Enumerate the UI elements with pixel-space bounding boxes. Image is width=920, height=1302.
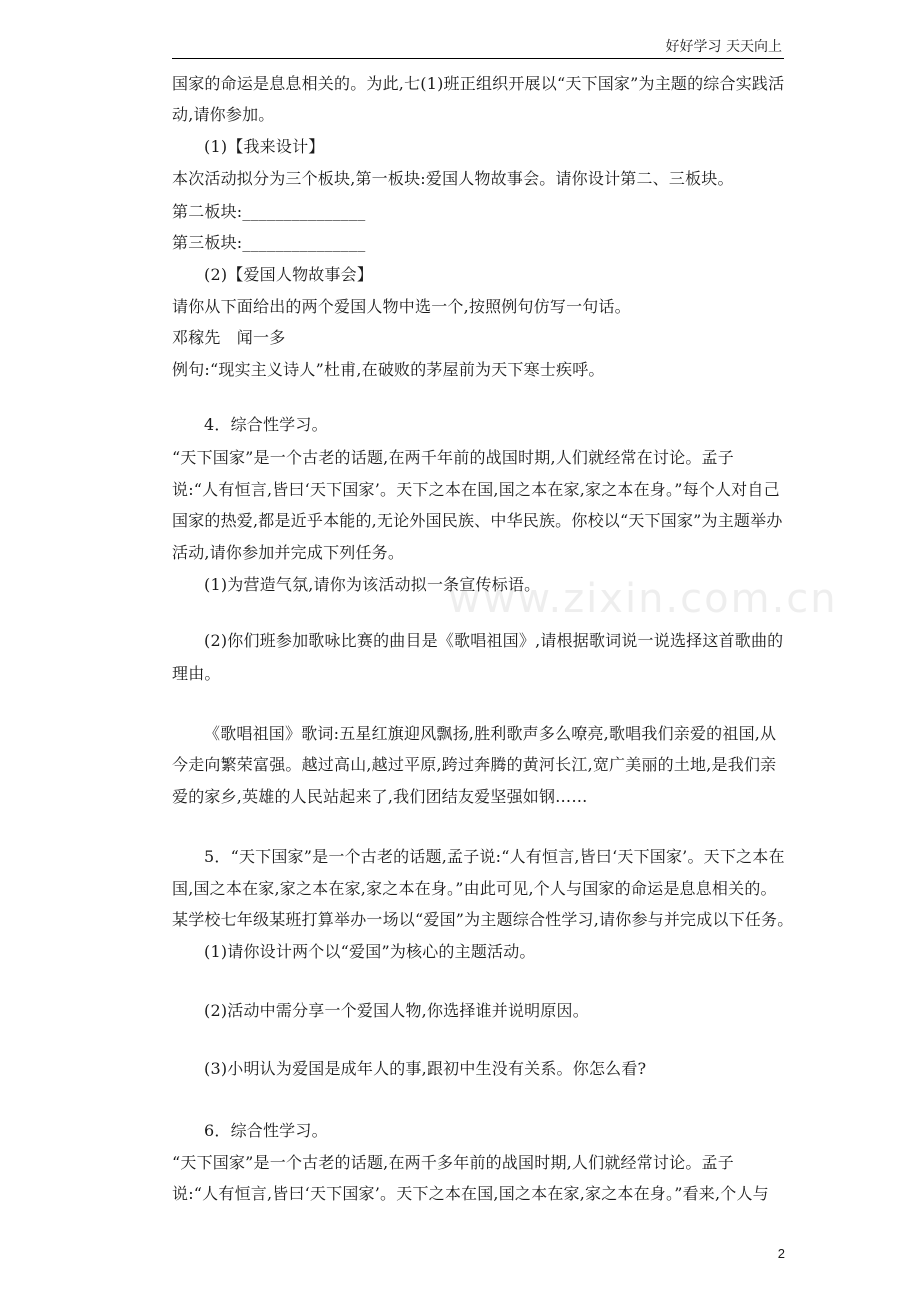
- text-line: 请你从下面给出的两个爱国人物中选一个,按照例句仿写一句话。: [172, 297, 631, 316]
- lyrics-line: 今走向繁荣富强。越过高山,越过平原,跨过奔腾的黄河长江,宽广美丽的土地,是我们亲: [172, 755, 777, 774]
- text-line: (3)小明认为爱国是成年人的事,跟初中生没有关系。你怎么看?: [204, 1059, 647, 1078]
- watermark: www.zixin.com.cn: [448, 576, 838, 622]
- text-line: 本次活动拟分为三个板块,第一板块:爱国人物故事会。请你设计第二、三板块。: [172, 169, 734, 188]
- text-line: 说:“人有恒言,皆曰‘天下国家’。天下之本在国,国之本在家,家之本在身。”每个人对自己: [172, 480, 780, 499]
- lyrics-line: 爱的家乡,英雄的人民站起来了,我们团结友爱坚强如钢……: [172, 787, 588, 806]
- text-line: (1)请你设计两个以“爱国”为核心的主题活动。: [204, 942, 536, 961]
- text-line: 活动,请你参加并完成下列任务。: [172, 543, 405, 562]
- page-number: 2: [777, 1246, 785, 1261]
- page-header-text: 好好学习 天天向上: [665, 39, 782, 55]
- text-line: (1)为营造气氛,请你为该活动拟一条宣传标语。: [204, 575, 541, 594]
- text-line: (1)【我来设计】: [204, 137, 325, 156]
- text-line: (2)活动中需分享一个爱国人物,你选择谁并说明原因。: [204, 1001, 589, 1020]
- text-line: 第三板块:_______________: [172, 233, 366, 252]
- question-heading: 6．综合性学习。: [204, 1121, 328, 1140]
- text-line: 某学校七年级某班打算举办一场以“爱国”为主题综合性学习,请你参与并完成以下任务。: [172, 910, 794, 929]
- text-line: 国家的命运是息息相关的。为此,七(1)班正组织开展以“天下国家”为主题的综合实践活: [172, 74, 785, 93]
- text-line: “天下国家”是一个古老的话题,在两千年前的战国时期,人们就经常在讨论。孟子: [172, 448, 734, 467]
- text-line: “天下国家”是一个古老的话题,在两千多年前的战国时期,人们就经常讨论。孟子: [172, 1153, 734, 1172]
- text-line: (2)【爱国人物故事会】: [204, 265, 374, 284]
- text-line: 国,国之本在家,家之本在家,家之本在身。”由此可见,个人与国家的命运是息息相关的。: [172, 879, 777, 898]
- lyrics-line: 《歌唱祖国》歌词:五星红旗迎风飘扬,胜利歌声多么嘹亮,歌唱我们亲爱的祖国,从: [204, 724, 777, 743]
- text-line: 动,请你参加。: [172, 105, 275, 124]
- text-line: (2)你们班参加歌咏比赛的曲目是《歌唱祖国》,请根据歌词说一说选择这首歌曲的: [204, 631, 784, 650]
- text-line: 例句:“现实主义诗人”杜甫,在破败的茅屋前为天下寒士疾呼。: [172, 360, 605, 379]
- header-rule: [172, 58, 784, 59]
- text-line: 国家的热爱,都是近乎本能的,无论外国民族、中华民族。你校以“天下国家”为主题举办: [172, 511, 783, 530]
- text-line: 邓稼先 闻一多: [172, 328, 286, 347]
- text-line: 说:“人有恒言,皆曰‘天下国家’。天下之本在国,国之本在家,家之本在身。”看来,个人与: [172, 1184, 769, 1203]
- question-heading: 4．综合性学习。: [204, 415, 328, 434]
- text-line: 理由。: [172, 664, 221, 683]
- question-heading: 5．“天下国家”是一个古老的话题,孟子说:“人有恒言,皆曰‘天下国家’。天下之本在: [204, 847, 785, 866]
- text-line: 第二板块:_______________: [172, 202, 366, 221]
